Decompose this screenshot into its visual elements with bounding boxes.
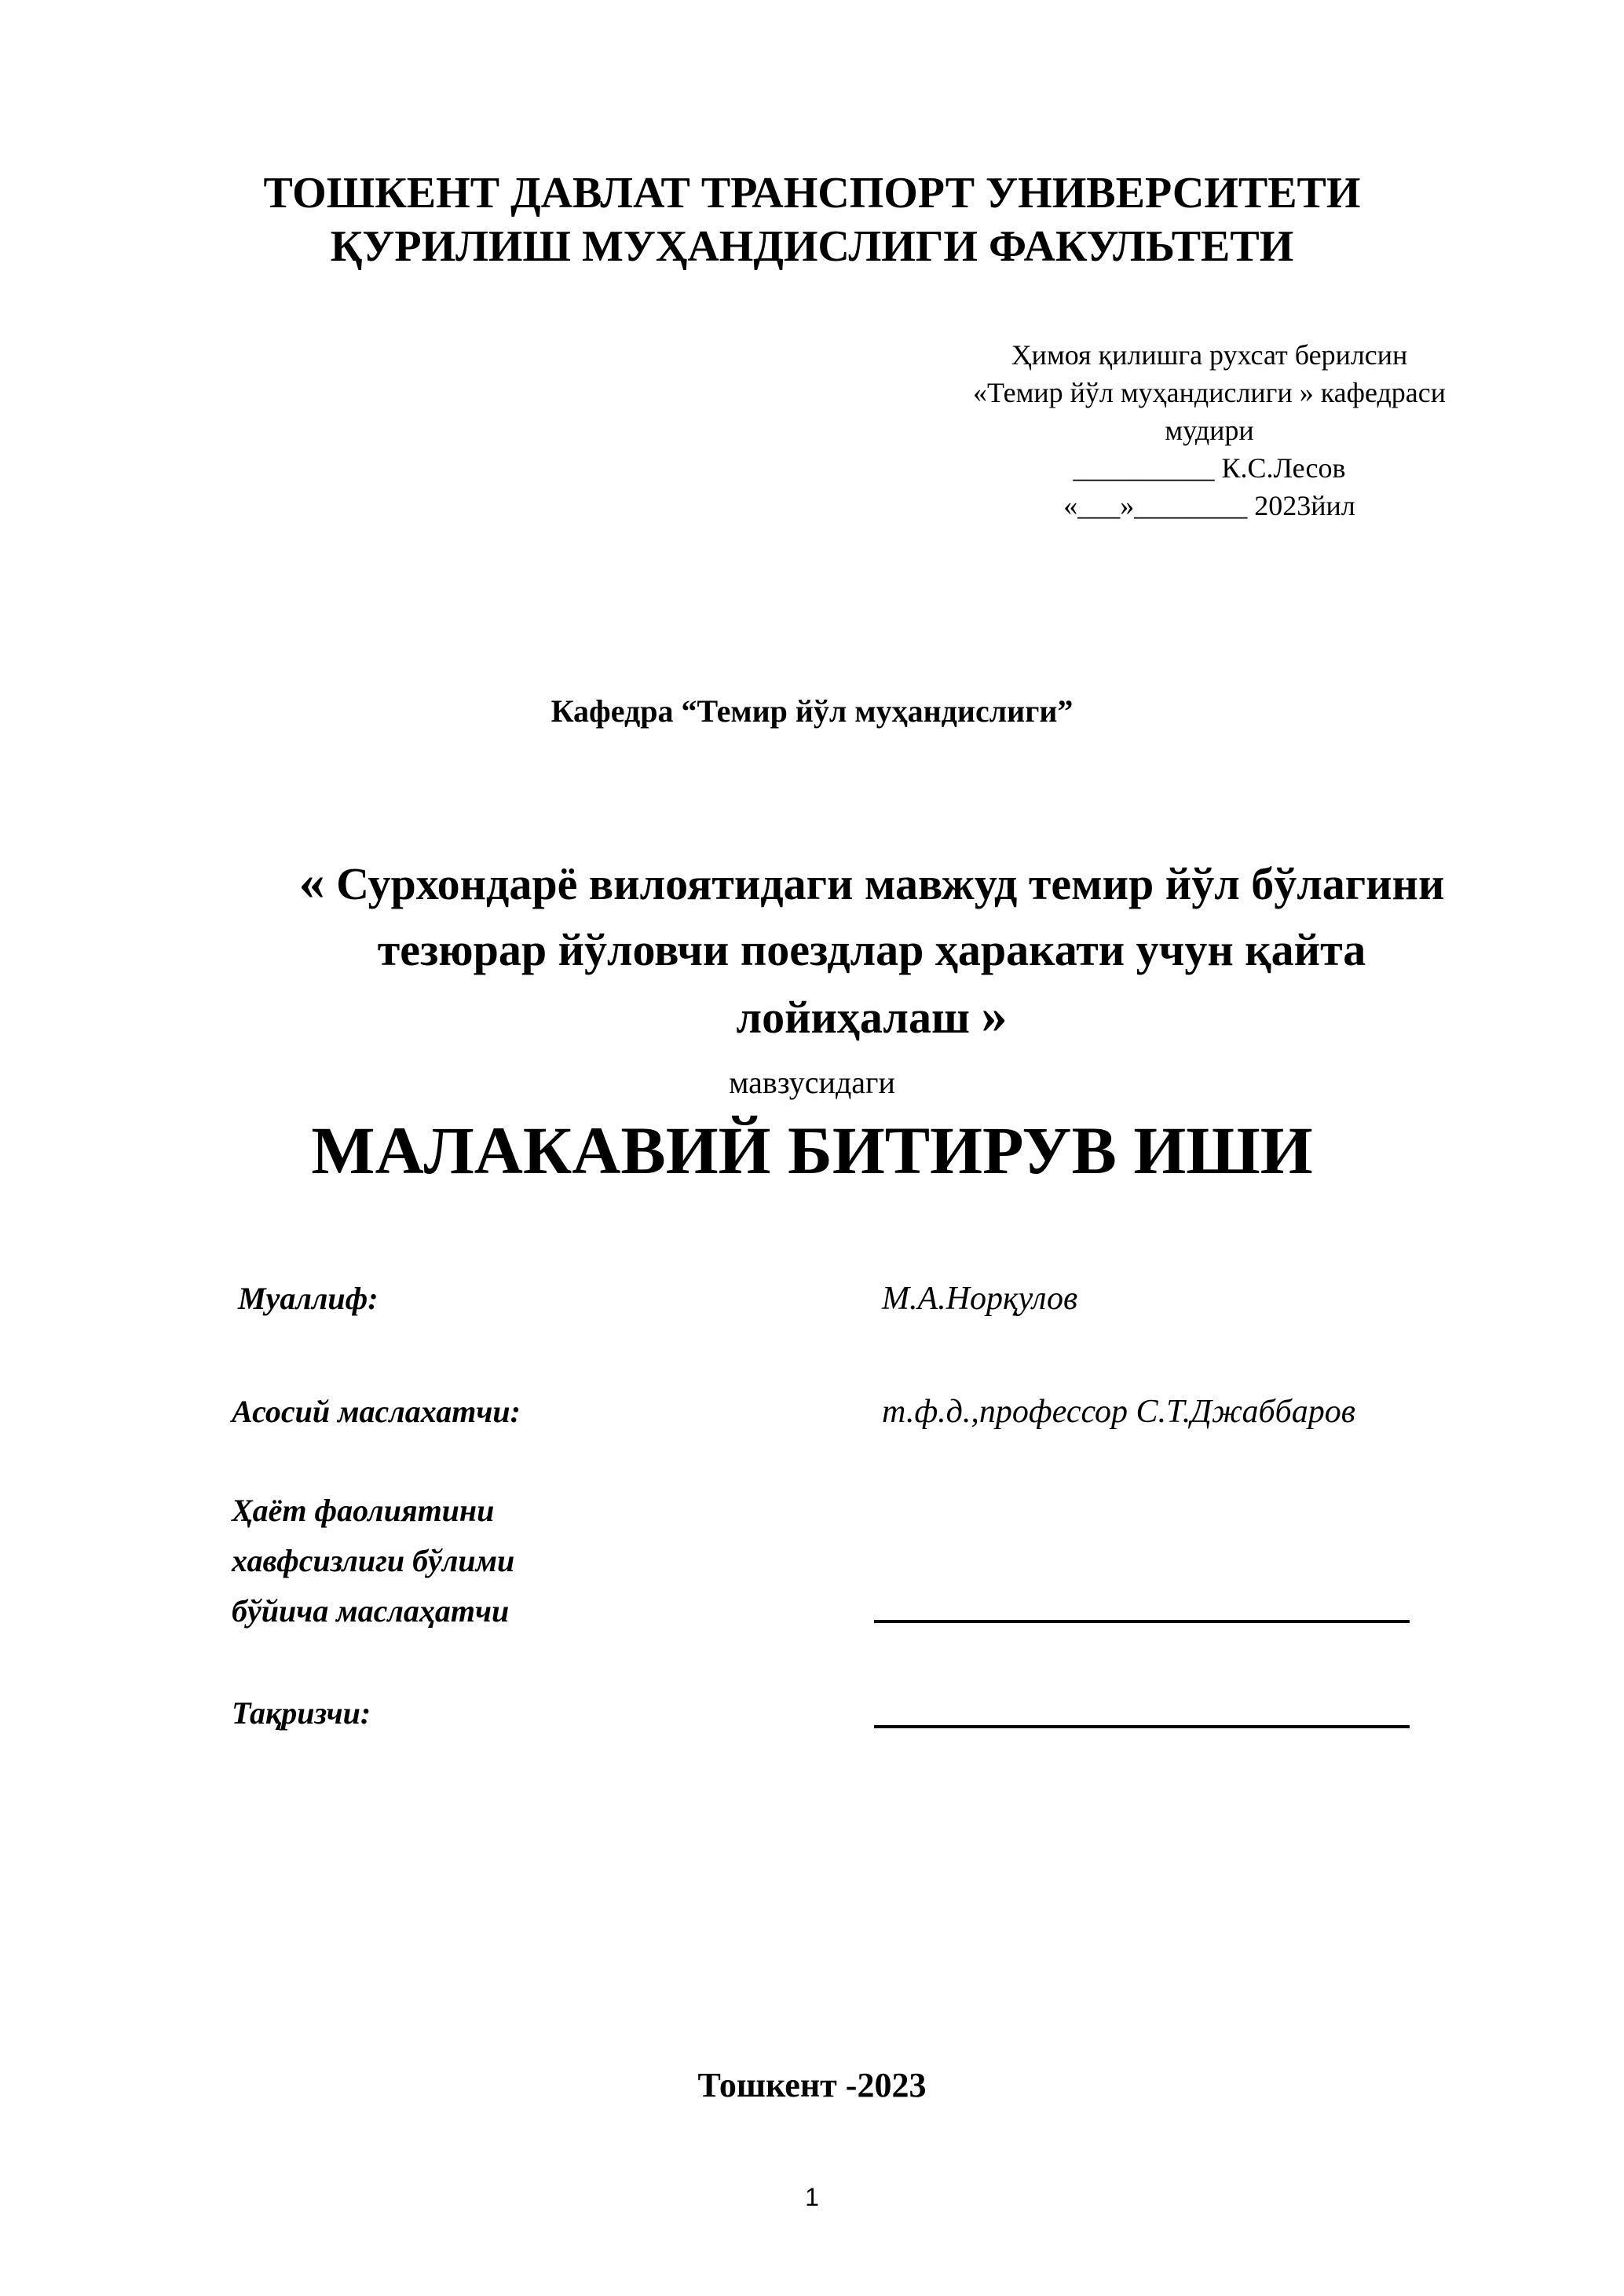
city-year: Тошкент -2023 — [697, 2066, 927, 2104]
approval-line-4: __________ К.С.Лесов — [1073, 452, 1346, 484]
approval-line-1: Ҳимоя қилишга рухсат берилсин — [1011, 339, 1408, 371]
faculty-name: ҚУРИЛИШ МУҲАНДИСЛИГИ ФАКУЛЬТЕТИ — [330, 222, 1294, 271]
author-value: М.А.Норқулов — [882, 1281, 1078, 1317]
thesis-topic — [173, 850, 1571, 1051]
topic-line-2: тезюрар йўловчи поездлар ҳаракати учун қайта — [377, 924, 1366, 975]
author-label: Муаллиф: — [238, 1281, 379, 1316]
work-title: МАЛАКАВИЙ БИТИРУВ ИШИ — [311, 1113, 1313, 1188]
university-name: ТОШКЕНТ ДАВЛАТ ТРАНСПОРТ УНИВЕРСИТЕТИ — [263, 169, 1361, 218]
approval-line-2: «Темир йўл муҳандислиги » кафедраси — [972, 377, 1446, 408]
safety-advisor-signature-line — [874, 1620, 1410, 1623]
approval-line-3: мудири — [1165, 415, 1254, 446]
page-number: 1 — [805, 2183, 819, 2211]
approval-line-5: «___»________ 2023йил — [1063, 490, 1355, 521]
topic-subtitle: мавзусидаги — [729, 1065, 895, 1100]
close-quote: » — [981, 987, 1008, 1044]
department-name: Кафедра “Темир йўл муҳандислиги” — [550, 693, 1074, 729]
approval-block — [927, 336, 1492, 525]
advisor-label: Асосий маслахатчи: — [232, 1394, 521, 1429]
reviewer-label: Тақризчи: — [232, 1695, 371, 1731]
institution-header — [0, 166, 1624, 273]
topic-line-3: лойиҳалаш » — [736, 987, 1008, 1044]
topic-line-1: « Сурхондарё вилоятидаги мавжуд темир йўл бўлагини — [298, 854, 1445, 911]
open-quote: « — [298, 854, 325, 911]
advisor-value: т.ф.д.,профессор С.Т.Джаббаров — [882, 1394, 1355, 1430]
reviewer-signature-line — [874, 1725, 1410, 1728]
safety-advisor-label: Ҳаёт фаолиятини хавфсизлиги бўлими бўйича маслаҳатчи — [232, 1493, 515, 1629]
